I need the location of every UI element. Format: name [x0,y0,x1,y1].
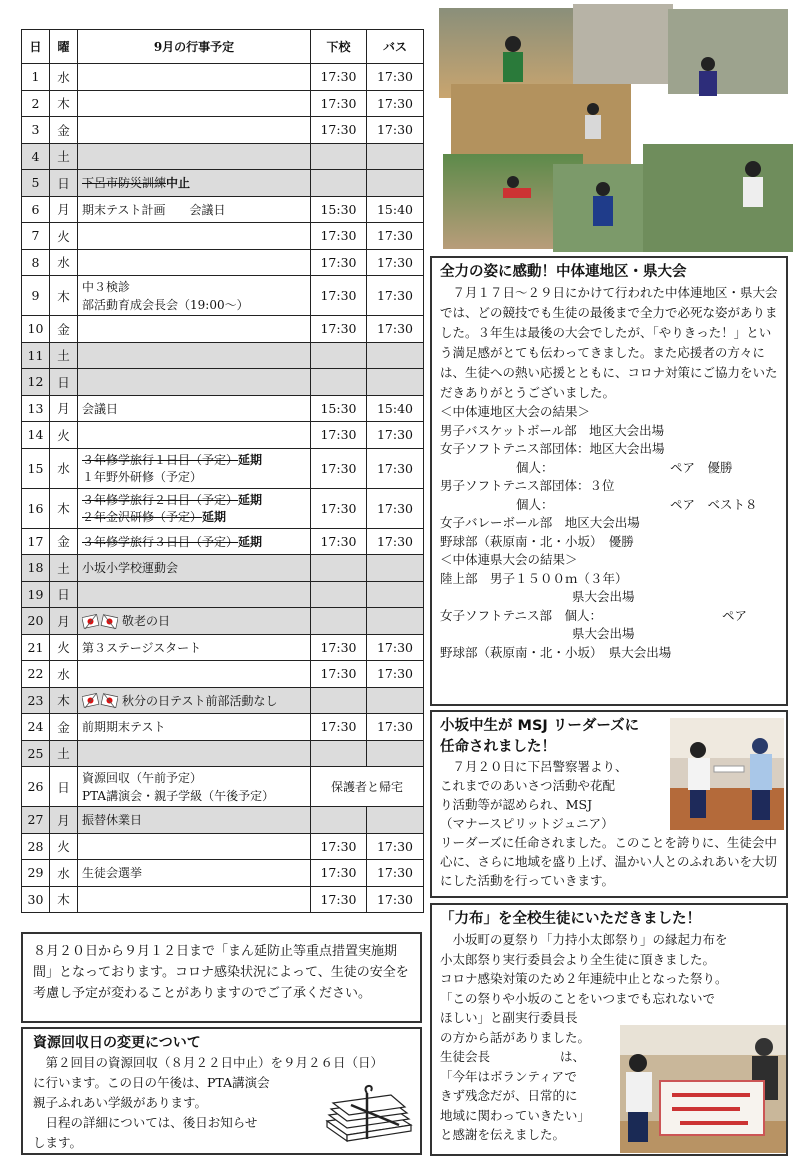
cell-day: 25 [22,740,50,767]
cell-weekday: 土 [50,740,78,767]
schedule-row [22,64,424,91]
cell-events [78,767,311,807]
cell-day: 15 [22,448,50,488]
cell-day: 28 [22,833,50,860]
cell-dismissal: 17:30 [311,276,367,316]
cell-day: 12 [22,369,50,396]
event-line: 振替休業日 [82,813,143,828]
holiday-label: 敬老の日 [122,614,171,628]
schedule-row [22,316,424,343]
cell-events [78,422,311,449]
schedule-row [22,886,424,913]
chikara-line-1: 小坂町の夏祭り「力持小太郎祭り」の縁起力布を [440,932,728,947]
cell-dismissal [311,740,367,767]
cell-bus [367,143,424,170]
cell-weekday: 火 [50,422,78,449]
cell-dismissal: 17:30 [311,249,367,276]
header-weekday: 曜 [50,30,78,64]
event-line: 資源回収（午前予定） [82,770,203,785]
cell-dismissal: 17:30 [311,64,367,91]
schedule-row [22,90,424,117]
cell-day: 6 [22,196,50,223]
schedule-row [22,143,424,170]
cell-events [78,581,311,608]
recycle-line-4: 日程の詳細については、後日お知らせ [33,1115,258,1130]
cell-weekday: 木 [50,886,78,913]
schedule-row [22,395,424,422]
cell-dismissal [311,555,367,582]
cell-day: 27 [22,807,50,834]
sports-photo-collage [433,4,793,254]
cell-day: 11 [22,342,50,369]
cell-weekday: 水 [50,860,78,887]
cell-weekday: 火 [50,833,78,860]
cell-day: 13 [22,395,50,422]
event-status: 中止 [166,176,191,191]
event-line [82,612,306,630]
event-status: 延期 [202,510,227,524]
cell-bus: 17:30 [367,833,424,860]
district-result-3: 個人： ペア 優勝 [516,459,733,475]
chikara-line-3: コロナ感染対策のため２年連続中止となった祭り。 [440,971,728,986]
schedule-row [22,528,424,555]
cell-dismissal: 17:30 [311,886,367,913]
district-results-heading: ＜中体連地区大会の結果＞ [440,404,591,419]
cancelled-event: ２年金沢研修（予定） [82,510,203,524]
schedule-row [22,422,424,449]
tournament-body: ７月１７日～２９日にかけて行われた中体連地区・県大会では、どの競技でも生徒の最後まで全力で必死な姿がありました。３年生は最後の大会でしたが、「やりきった！」という満足感がとても伝わってきました。また応援者の方々には、生徒への熱い応援とともに、コロナ対策にご協力をいただきありがとうございました。 [440,285,778,400]
prefecture-result-3: 女子ソフトテニス部 個人： ペア [440,607,748,623]
cell-day: 17 [22,528,50,555]
cell-bus: 17:30 [367,249,424,276]
cell-day: 21 [22,634,50,661]
recycle-title: 資源回収日の変更について [33,1035,201,1051]
schedule-row [22,767,424,807]
cell-events [78,661,311,688]
msj-rest: リーダーズに任命されました。このことを誇りに、生徒会中心に、さらに地域を盛り上げ、温かい人とのふれあいを大切にした活動を行っていきます。 [440,835,778,888]
cell-events [78,369,311,396]
cell-events [78,740,311,767]
district-result-6: 女子バレーボール部 地区大会出場 [440,515,640,530]
cell-day: 4 [22,143,50,170]
tournament-box [430,256,788,706]
tournament-title: 全力の姿に感動！中体連地区・県大会 [440,264,687,280]
cell-bus [367,170,424,197]
cancelled-event: 下呂市防災訓練 [82,176,167,191]
chikara-line-6: の方から話がありました。 [440,1029,591,1045]
notice-box [21,932,422,1023]
cell-day: 16 [22,488,50,528]
cell-bus [367,807,424,834]
msj-line-4: （マナースピリットジュニア） [440,816,614,831]
cell-weekday: 月 [50,196,78,223]
cell-bus: 17:30 [367,488,424,528]
cell-events [78,714,311,741]
cell-events [78,90,311,117]
schedule-row [22,249,424,276]
cell-day: 3 [22,117,50,144]
district-result-1: 男子バスケットボール部 地区大会出場 [440,422,665,438]
cell-weekday: 金 [50,117,78,144]
cell-weekday: 土 [50,342,78,369]
recycle-line-1: 第２回目の資源回収（８月２２日中止）を９月２６日（日） [33,1055,384,1070]
cell-events [78,316,311,343]
event-line [82,174,306,191]
cell-events [78,886,311,913]
prefecture-result-5: 野球部（萩原南・北・小坂） 県大会出場 [440,644,672,660]
cell-dismissal: 17:30 [311,223,367,250]
event-line [82,533,306,550]
cell-weekday: 木 [50,687,78,714]
cell-bus [367,608,424,635]
cancelled-event: ３年修学旅行３日目（予定） [82,534,239,549]
msj-box [430,710,788,898]
schedule-row [22,276,424,316]
district-result-7: 野球部（萩原南・北・小坂） 優勝 [440,533,634,549]
header-events: 9月の行事予定 [78,30,311,64]
cell-weekday: 月 [50,608,78,635]
cell-weekday: 金 [50,714,78,741]
cell-dismissal: 17:30 [311,117,367,144]
schedule-row [22,555,424,582]
schedule-header [22,30,424,64]
cell-events [78,276,311,316]
header-bus: バス [367,30,424,64]
msj-title-line-2: 任命されました！ [440,739,556,755]
cell-weekday: 火 [50,634,78,661]
cell-dismissal: 17:30 [311,448,367,488]
cell-day: 2 [22,90,50,117]
cell-events [78,833,311,860]
schedule-row [22,196,424,223]
event-line [82,692,306,710]
recycle-line-5: します。 [33,1135,83,1150]
prefecture-results-heading: ＜中体連県大会の結果＞ [440,552,578,567]
cell-day: 23 [22,687,50,714]
prefecture-result-4: 県大会出場 [572,626,635,641]
cell-weekday: 金 [50,316,78,343]
cell-weekday: 月 [50,807,78,834]
cell-bus: 15:40 [367,196,424,223]
cell-events [78,555,311,582]
schedule-row [22,740,424,767]
cell-events [78,528,311,555]
cell-bus: 17:30 [367,528,424,555]
schedule-row [22,634,424,661]
schedule-row [22,448,424,488]
recycle-line-3: 親子ふれあい学級があります。 [33,1095,208,1110]
notice-text: ８月２０日から９月１２日まで「まん延防止等重点措置実施期間」となっております。コロナ感染状況によって、生徒の安全を考慮し予定が変わることがありますのでご了承ください。 [33,944,409,1001]
cell-weekday: 金 [50,528,78,555]
sports-photo-image [433,4,793,254]
cell-bus: 17:30 [367,90,424,117]
cell-weekday: 木 [50,276,78,316]
cell-events [78,634,311,661]
cell-dismissal: 17:30 [311,528,367,555]
msj-ceremony-photo [670,718,784,830]
cell-weekday: 土 [50,143,78,170]
chikara-photo [620,1025,786,1153]
cell-weekday: 水 [50,249,78,276]
chikara-line-2: 小太郎祭り実行委員会より全生徒に頂きました。 [440,951,716,967]
cell-events [78,342,311,369]
cell-weekday: 水 [50,448,78,488]
chikara-line-8: 「今年はボランティアで [440,1068,577,1084]
cell-bus: 17:30 [367,316,424,343]
cell-dismissal: 15:30 [311,395,367,422]
cell-day: 29 [22,860,50,887]
cell-weekday: 日 [50,581,78,608]
event-status: 延期 [238,453,263,467]
cell-day: 18 [22,555,50,582]
cell-bus: 17:30 [367,223,424,250]
cell-dismissal: 17:30 [311,833,367,860]
recycle-box [21,1027,422,1155]
cell-day: 10 [22,316,50,343]
event-line: 会議日 [82,401,119,416]
cell-dismissal: 17:30 [311,422,367,449]
newspaper-bundle-icon [321,1081,415,1145]
cell-events [78,223,311,250]
cell-events [78,488,311,528]
schedule-table [21,29,424,913]
cell-weekday: 水 [50,661,78,688]
cell-bus [367,369,424,396]
cell-bus: 15:40 [367,395,424,422]
cell-bus: 17:30 [367,860,424,887]
cell-dismissal: 17:30 [311,714,367,741]
cell-events [78,196,311,223]
cell-day: 9 [22,276,50,316]
cell-dismissal: 17:30 [311,316,367,343]
cell-dismissal [311,170,367,197]
chikara-line-7: 生徒会長 は、 [440,1049,586,1064]
chikara-line-4: 「この祭りや小坂のことをいつまでも忘れないで [440,990,716,1006]
cell-day: 7 [22,223,50,250]
cell-weekday: 火 [50,223,78,250]
header-day: 日 [22,30,50,64]
prefecture-result-2: 県大会出場 [572,589,635,604]
event-line: 部活動育成会長会（19:00～） [82,297,249,312]
cell-dismissal: 17:30 [311,90,367,117]
cell-events [78,687,311,714]
cell-weekday: 水 [50,64,78,91]
cell-dismissal [311,581,367,608]
chikara-line-9: きず残念だが、日常的に [440,1088,578,1103]
cell-dismissal [311,608,367,635]
event-line: 小坂小学校運動会 [82,561,179,576]
cell-bus: 17:30 [367,448,424,488]
cancelled-event: ３年修学旅行１日目（予定） [82,453,239,467]
cell-events [78,807,311,834]
event-line: 期末テスト計画 会議日 [82,202,226,217]
cell-dismissal: 15:30 [311,196,367,223]
cell-bus [367,581,424,608]
event-line: PTA講演会・親子学級（午後予定） [82,788,275,803]
district-result-2: 女子ソフトテニス部団体：地区大会出場 [440,441,665,456]
chikara-line-11: と感謝を伝えました。 [440,1127,566,1142]
cell-events [78,448,311,488]
cell-bus: 17:30 [367,422,424,449]
header-dismissal: 下校 [311,30,367,64]
chikara-title: 「力布」を全校生徒にいただきました！ [440,911,701,927]
cell-bus: 17:30 [367,64,424,91]
cell-dismissal [311,369,367,396]
cell-events [78,117,311,144]
msj-line-1: ７月２０日に下呂警察署より、 [440,759,628,774]
cell-bus: 17:30 [367,886,424,913]
cell-dismissal: 17:30 [311,634,367,661]
cell-bus [367,740,424,767]
schedule-row [22,581,424,608]
cell-dismissal [311,807,367,834]
holiday-label: 秋分の日テスト前部活動なし [122,693,278,708]
district-result-4: 男子ソフトテニス部団体：３位 [440,478,615,493]
schedule-row [22,860,424,887]
schedule-row [22,714,424,741]
cell-weekday: 木 [50,90,78,117]
event-status: 延期 [238,493,263,507]
cell-bus [367,342,424,369]
cell-weekday: 土 [50,555,78,582]
cell-bus: 17:30 [367,714,424,741]
cell-weekday: 日 [50,170,78,197]
cell-day: 8 [22,249,50,276]
cell-day: 22 [22,661,50,688]
cancelled-event: ３年修学旅行２日目（予定） [82,493,239,507]
chikara-line-5: ほしい」と副実行委員長 [440,1010,578,1025]
cell-dismissal [311,687,367,714]
cell-dismissal: 17:30 [311,488,367,528]
schedule-row [22,807,424,834]
event-line: 第３ステージスタート [82,640,202,655]
cell-weekday: 月 [50,395,78,422]
event-line: 前期期末テスト [82,720,166,735]
cell-bus [367,687,424,714]
event-status: 延期 [238,534,263,549]
schedule-row [22,687,424,714]
cell-day: 19 [22,581,50,608]
chikara-box [430,903,788,1156]
cell-events [78,143,311,170]
cell-day: 5 [22,170,50,197]
cell-bus: 17:30 [367,661,424,688]
cell-day: 14 [22,422,50,449]
recycle-line-2: に行います。この日の午後は、PTA講演会 [33,1075,270,1090]
cell-bus: 17:30 [367,276,424,316]
cell-weekday: 日 [50,767,78,807]
schedule-row [22,223,424,250]
schedule-row [22,608,424,635]
cell-day: 20 [22,608,50,635]
msj-line-2: これまでのあいさつ活動や花配 [440,778,616,793]
msj-line-3: り活動等が認められ、MSJ [440,797,593,812]
cell-dismissal [311,143,367,170]
event-line: 中３検診 [82,279,131,294]
event-line: 生徒会選挙 [82,866,143,881]
event-line [82,491,306,508]
cell-dismissal: 17:30 [311,860,367,887]
cell-bus: 17:30 [367,117,424,144]
schedule-row [22,369,424,396]
cell-dismissal [311,342,367,369]
schedule-row [22,488,424,528]
cell-events [78,395,311,422]
schedule-row [22,661,424,688]
cell-dismissal: 17:30 [311,661,367,688]
cell-events [78,249,311,276]
schedule-row [22,342,424,369]
schedule-row [22,117,424,144]
cell-events [78,608,311,635]
cell-bus [367,555,424,582]
event-line [82,451,306,468]
cell-weekday: 日 [50,369,78,396]
cell-events [78,170,311,197]
event-line [82,508,306,525]
prefecture-result-1: 陸上部 男子１５００ｍ（３年） [440,570,628,586]
schedule-row [22,170,424,197]
cell-day: 1 [22,64,50,91]
cell-events [78,64,311,91]
schedule-row [22,833,424,860]
cell-day: 30 [22,886,50,913]
msj-title-line-1: 小坂中生が MSJ リーダーズに [440,718,640,734]
cell-day: 26 [22,767,50,807]
cell-weekday: 木 [50,488,78,528]
district-result-5: 個人： ペア ベスト８ [516,496,758,512]
crossed-flags-icon [82,693,118,709]
cell-dismissal: 保護者と帰宅 [311,767,424,807]
cell-bus: 17:30 [367,634,424,661]
cell-events [78,860,311,887]
chikara-line-10: 地域に関わっていきたい」 [440,1107,590,1123]
event-line: １年野外研修（予定） [82,470,203,484]
crossed-flags-icon [82,614,118,630]
cell-day: 24 [22,714,50,741]
